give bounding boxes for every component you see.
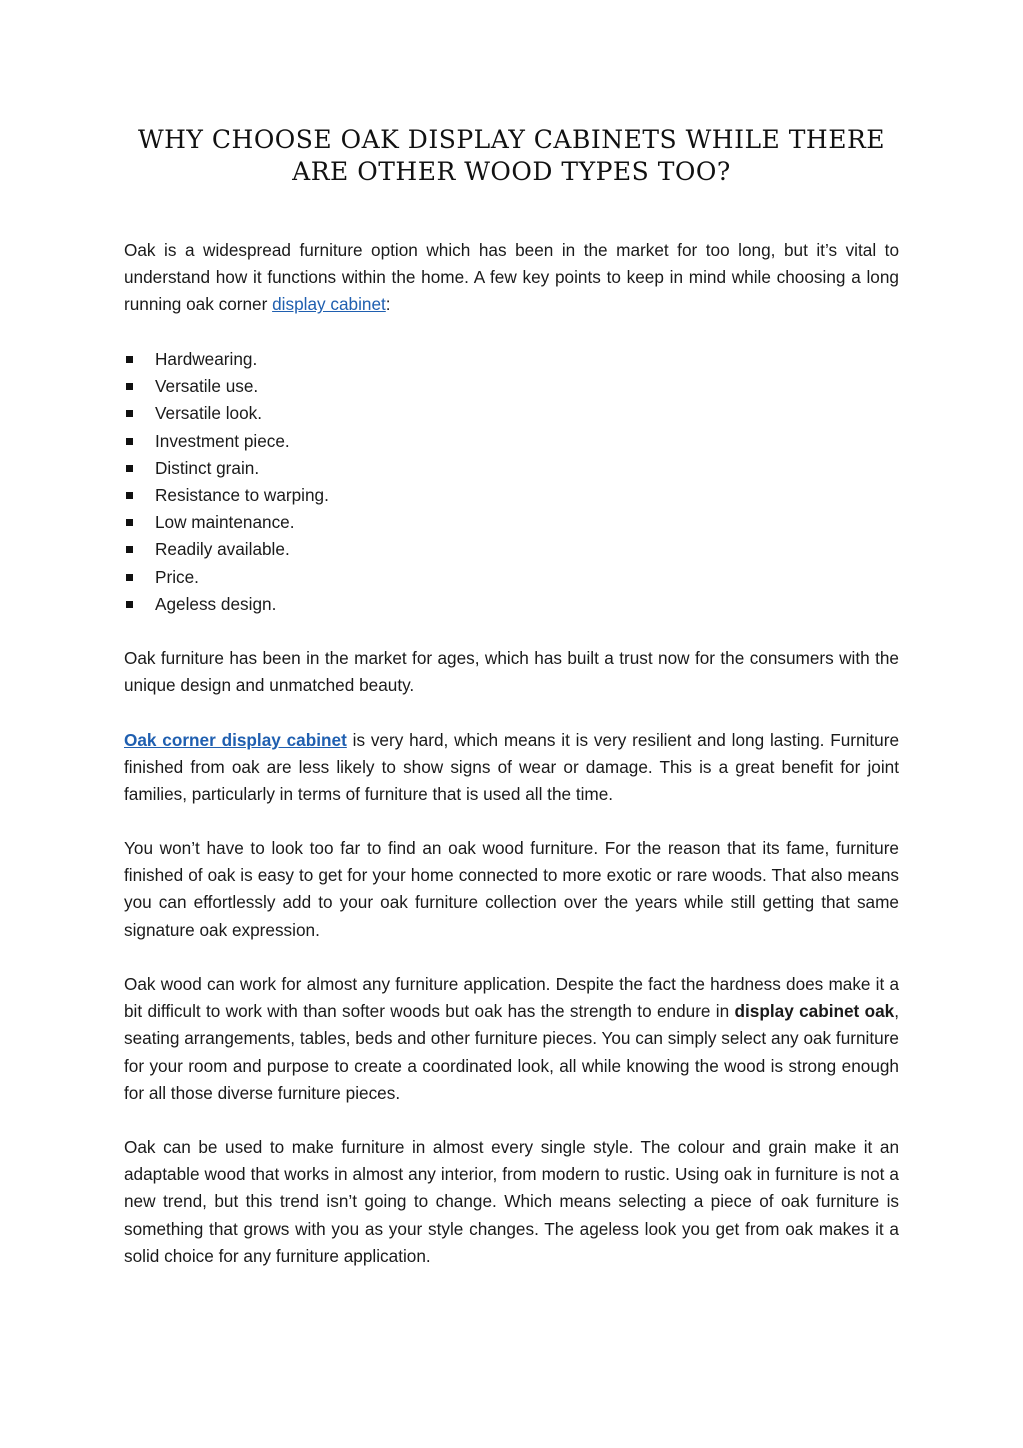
list-item-label: Distinct grain. [155,457,260,478]
square-bullet-icon [126,492,133,499]
list-item [124,373,724,400]
paragraph-style: Oak can be used to make furniture in almost every single style. The colour and grain make it an adaptable wood that works in almost any interior, from modern to rustic. Using oak in furniture is not a new trend, but this trend isn’t going to change. Which means selecting a piece of oak furniture is something that grows with you as your style changes. The ageless look you get from oak makes it a solid choice for any furniture application. [124,1137,899,1266]
square-bullet-icon [126,383,133,390]
key-points-list [124,346,724,618]
square-bullet-icon [126,601,133,608]
list-item-label: Investment piece. [155,430,290,451]
list-item-label: Price. [155,566,199,587]
intro-text-end: : [385,294,391,315]
intro-text: Oak is a widespread furniture option which has been in the market for too long, but it’s vital to understand how it functions within the home. A few key points to keep in mind while choosing a long running oak corner [124,240,899,315]
square-bullet-icon [126,410,133,417]
list-item [124,509,724,536]
list-item [124,536,724,563]
square-bullet-icon [126,356,133,363]
paragraph-application [124,971,899,1107]
list-item [124,591,724,618]
display-cabinet-oak-bold: display cabinet oak [734,1001,895,1022]
list-item-label: Low maintenance. [155,512,295,533]
list-item-label: Resistance to warping. [155,485,329,506]
square-bullet-icon [126,465,133,472]
square-bullet-icon [126,546,133,553]
list-item [124,455,724,482]
paragraph-hardness-text: is very hard, which means it is very resilient and long lasting. Furniture finished from oak are less likely to show signs of wear or damage. This is a great benefit for joint families, particularly in terms of furniture that is used all the time. [124,730,900,805]
square-bullet-icon [126,574,133,581]
paragraph-availability: You won’t have to look too far to find an oak wood furniture. For the reason that its fame, furniture finished of oak is easy to get for your home connected to more exotic or rare woods. That also means you can effortlessly add to your oak furniture collection over the years while still getting that same signature oak expression. [124,838,899,940]
list-item [124,564,724,591]
paragraph-hardness [124,727,899,809]
list-item-label: Hardwearing. [155,349,258,369]
list-item [124,482,724,509]
square-bullet-icon [126,519,133,526]
paragraph-application-text-end: , seating arrangements, tables, beds and other furniture pieces. You can simply select any oak furniture for your room and purpose to create a coordinated look, all while knowing the wood is strong enough for all those diverse furniture pieces. [124,1001,899,1103]
list-item [124,400,724,427]
paragraph-application-text: Oak wood can work for almost any furniture application. Despite the fact the hardness does make it a bit difficult to work with than softer woods but oak has the strength to endure in [124,974,899,1022]
intro-paragraph [124,237,899,319]
list-item-label: Ageless design. [155,593,277,614]
list-item [124,346,724,373]
page-title: WHY CHOOSE OAK DISPLAY CABINETS WHILE THERE ARE OTHER WOOD TYPES TOO? [137,125,886,186]
square-bullet-icon [126,438,133,445]
paragraph-ages: Oak furniture has been in the market for ages, which has built a trust now for the consumers with the unique design and unmatched beauty. [124,648,899,696]
oak-corner-display-cabinet-link[interactable]: Oak corner display cabinet [124,730,347,750]
list-item-label: Versatile use. [155,376,259,397]
list-item [124,428,724,455]
list-item-label: Versatile look. [155,403,263,424]
display-cabinet-link[interactable]: display cabinet [272,294,386,315]
list-item-label: Readily available. [155,539,290,560]
